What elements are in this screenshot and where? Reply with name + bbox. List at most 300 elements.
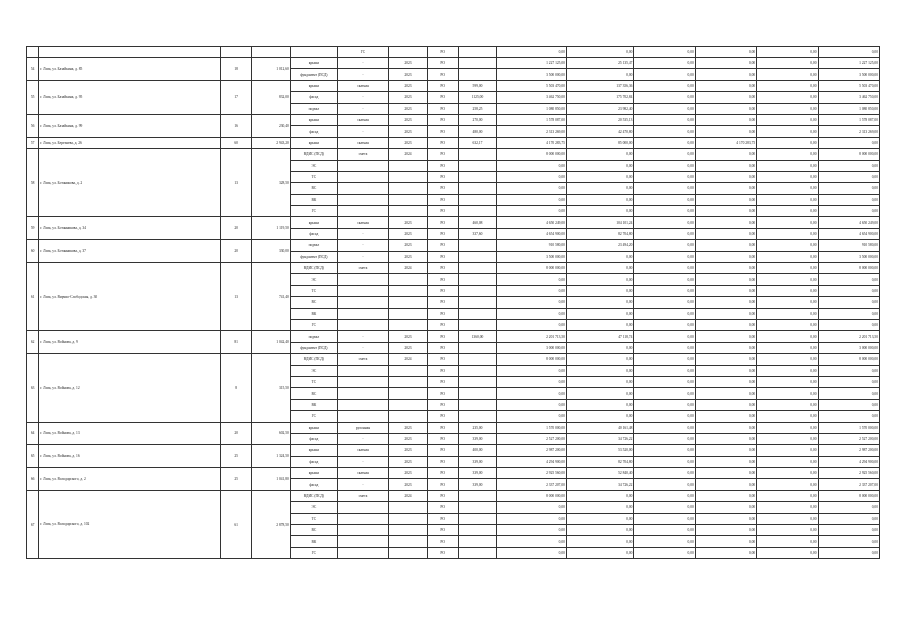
table-cell: 0,00: [695, 194, 756, 205]
table-cell: 339,00: [458, 479, 497, 490]
table-cell: 8 000 000,00: [818, 263, 879, 274]
table-cell: 460,08: [458, 217, 497, 228]
table-cell: [458, 251, 497, 262]
table-cell: РО: [427, 126, 458, 137]
table-cell: РО: [427, 456, 458, 467]
table-cell: [458, 502, 497, 513]
table-cell: 0,00: [497, 47, 567, 58]
table-cell: фасад: [290, 433, 337, 444]
table-cell: 2023: [389, 103, 428, 114]
table-cell: РО: [427, 547, 458, 558]
table-cell: 0,00: [497, 285, 567, 296]
table-cell: [337, 365, 388, 376]
table-cell: 0,00: [497, 365, 567, 376]
table-cell: РО: [427, 217, 458, 228]
table-cell: 0,00: [757, 58, 818, 69]
table-cell: 2023: [389, 251, 428, 262]
table-cell: 8 000 000,00: [818, 149, 879, 160]
table-cell: 0,00: [566, 149, 634, 160]
table-cell: 0,00: [634, 274, 695, 285]
table-cell: [337, 206, 388, 217]
table-cell: 0,00: [634, 399, 695, 410]
table-cell: 0,00: [634, 502, 695, 513]
table-cell: 0,00: [566, 308, 634, 319]
table-cell: скатная: [337, 137, 388, 148]
table-cell: 0,00: [757, 297, 818, 308]
address-cell: г. Лиза, ул. Войнова, д. 16: [39, 445, 221, 468]
table-cell: 2023: [389, 331, 428, 342]
floors-cell: 13: [221, 263, 252, 331]
table-cell: [458, 536, 497, 547]
table-cell: 0,00: [634, 297, 695, 308]
table-cell: 4 650 249,00: [497, 217, 567, 228]
table-cell: [389, 285, 428, 296]
table-cell: [458, 285, 497, 296]
table-cell: 0,00: [634, 206, 695, 217]
table-cell: 2024: [389, 354, 428, 365]
table-cell: [337, 525, 388, 536]
table-cell: 235,00: [458, 422, 497, 433]
table-cell: 0,00: [695, 331, 756, 342]
table-cell: 0,00: [757, 69, 818, 80]
table-cell: 0,00: [757, 342, 818, 353]
table-cell: ВС: [290, 297, 337, 308]
table-cell: 2 527 200,00: [818, 433, 879, 444]
table-cell: скатная: [337, 80, 388, 91]
table-cell: 2024: [389, 490, 428, 501]
row-number: 64: [27, 422, 39, 445]
area-cell: 328,50: [251, 149, 290, 217]
table-cell: 0,00: [757, 525, 818, 536]
table-cell: крыша: [290, 445, 337, 456]
table-cell: 3 500 000,00: [497, 69, 567, 80]
table-cell: РО: [427, 228, 458, 239]
area-cell: 330,00: [251, 240, 290, 263]
table-cell: -: [337, 58, 388, 69]
table-cell: [389, 274, 428, 285]
table-cell: РО: [427, 274, 458, 285]
table-cell: фасад: [290, 126, 337, 137]
table-cell: [458, 354, 497, 365]
table-cell: 0,00: [757, 114, 818, 125]
table-cell: 0,00: [497, 411, 567, 422]
table-cell: 1 227 125,00: [818, 58, 879, 69]
table-cell: скатная: [337, 445, 388, 456]
row-number: 67: [27, 490, 39, 558]
table-cell: 0,00: [757, 502, 818, 513]
table-cell: 0,00: [497, 308, 567, 319]
table-cell: 2023: [389, 217, 428, 228]
table-cell: 0,00: [634, 456, 695, 467]
table-cell: 0,00: [818, 365, 879, 376]
table-cell: 2024: [389, 263, 428, 274]
table-cell: 8 000 000,00: [818, 490, 879, 501]
table-cell: 2023: [389, 137, 428, 148]
table-cell: 0,00: [695, 149, 756, 160]
table-cell: 2 925 560,00: [818, 468, 879, 479]
table-cell: РО: [427, 502, 458, 513]
table-cell: [251, 47, 290, 58]
table-cell: 0,00: [757, 217, 818, 228]
table-cell: 23 982,40: [566, 103, 634, 114]
table-cell: 0,00: [757, 479, 818, 490]
table-cell: 599,00: [458, 80, 497, 91]
table-cell: 0,00: [757, 354, 818, 365]
table-cell: 0,00: [757, 126, 818, 137]
floors-cell: 20: [221, 217, 252, 240]
table-cell: 0,00: [818, 411, 879, 422]
row-number: 62: [27, 331, 39, 354]
table-cell: 0,00: [566, 547, 634, 558]
table-cell: РО: [427, 308, 458, 319]
table-cell: 0,00: [566, 388, 634, 399]
table-cell: 270,00: [458, 114, 497, 125]
table-cell: 0,00: [818, 47, 879, 58]
table-cell: 0,00: [634, 525, 695, 536]
table-cell: 0,00: [695, 103, 756, 114]
table-cell: скатная: [337, 114, 388, 125]
area-cell: 315,50: [251, 354, 290, 422]
table-cell: 1125,00: [458, 92, 497, 103]
table-cell: 0,00: [695, 308, 756, 319]
table-cell: [290, 47, 337, 58]
table-cell: 0,00: [757, 263, 818, 274]
table-cell: РО: [427, 149, 458, 160]
table-cell: РО: [427, 160, 458, 171]
table-cell: крыша: [290, 114, 337, 125]
table-cell: 0,00: [497, 513, 567, 524]
table-cell: 0,00: [695, 206, 756, 217]
floors-cell: 16: [221, 114, 252, 137]
area-cell: 1 119,50: [251, 217, 290, 240]
table-cell: крыша: [290, 137, 337, 148]
table-cell: 0,00: [757, 445, 818, 456]
table-cell: 2 337 207,00: [497, 479, 567, 490]
table-cell: [458, 319, 497, 330]
area-cell: 1 041,80: [251, 468, 290, 491]
table-cell: РО: [427, 183, 458, 194]
table-cell: крыша: [290, 58, 337, 69]
table-cell: 25 135,47: [566, 58, 634, 69]
table-cell: крыша: [290, 422, 337, 433]
table-cell: [458, 388, 497, 399]
table-cell: 0,00: [695, 297, 756, 308]
table-cell: 2023: [389, 342, 428, 353]
table-cell: 0,00: [634, 126, 695, 137]
table-cell: 0,00: [566, 251, 634, 262]
table-cell: 4 654 900,00: [497, 228, 567, 239]
table-cell: 4 170 283,75: [695, 137, 756, 148]
table-cell: [389, 388, 428, 399]
table-cell: 0,00: [818, 547, 879, 558]
table-cell: скатная: [337, 468, 388, 479]
floors-cell: 25: [221, 468, 252, 491]
table-cell: [458, 525, 497, 536]
table-cell: РО: [427, 445, 458, 456]
table-cell: 0,00: [634, 228, 695, 239]
table-cell: 0,00: [566, 47, 634, 58]
floors-cell: 61: [221, 490, 252, 558]
table-cell: РО: [427, 171, 458, 182]
address-cell: г. Лиза, ул. Ботаникова, д. 2: [39, 149, 221, 217]
table-cell: 0,00: [497, 319, 567, 330]
table-cell: 175 702,84: [566, 92, 634, 103]
table-cell: [458, 376, 497, 387]
table-cell: 0,00: [695, 513, 756, 524]
table-cell: 2023: [389, 114, 428, 125]
table-cell: ТС: [290, 171, 337, 182]
table-cell: 0,00: [695, 525, 756, 536]
table-cell: 4 170 283,75: [497, 137, 567, 148]
table-cell: 0,00: [695, 274, 756, 285]
table-cell: подвал: [290, 240, 337, 251]
table-cell: 0,00: [634, 149, 695, 160]
table-cell: 34 726,22: [566, 433, 634, 444]
table-cell: 4 654 900,00: [818, 228, 879, 239]
table-cell: [337, 319, 388, 330]
table-cell: [221, 47, 252, 58]
table-cell: 1360,00: [458, 331, 497, 342]
area-cell: 1 324,50: [251, 445, 290, 468]
address-cell: г. Лиза, ул. Войнова, д. 12: [39, 354, 221, 422]
table-cell: 0,00: [634, 342, 695, 353]
row-number: 58: [27, 149, 39, 217]
table-cell: [337, 376, 388, 387]
table-cell: 0,00: [757, 365, 818, 376]
table-cell: [39, 47, 221, 58]
table-cell: 0,00: [757, 331, 818, 342]
table-cell: РО: [427, 411, 458, 422]
table-cell: фасад: [290, 479, 337, 490]
address-cell: г. Лиза, ул. Базайкина, д. 95: [39, 80, 221, 114]
table-cell: [389, 194, 428, 205]
table-body: [27, 47, 880, 559]
table-cell: 0,00: [566, 69, 634, 80]
table-cell: 0,00: [497, 388, 567, 399]
table-cell: 0,00: [695, 479, 756, 490]
table-cell: крыша: [290, 468, 337, 479]
table-cell: 1 227 125,00: [497, 58, 567, 69]
table-cell: крыша: [290, 217, 337, 228]
table-cell: 339,00: [458, 433, 497, 444]
table-row: [27, 58, 880, 69]
table-cell: 0,00: [695, 502, 756, 513]
table-cell: [389, 160, 428, 171]
table-cell: 2 201 713,50: [818, 331, 879, 342]
table-cell: 339,00: [458, 456, 497, 467]
table-cell: [458, 183, 497, 194]
table-cell: 339,00: [458, 468, 497, 479]
table-cell: 0,00: [497, 536, 567, 547]
address-cell: г. Лиза, ул. Березнева, д. 26: [39, 137, 221, 148]
table-cell: 1 080 850,00: [818, 103, 879, 114]
table-cell: [337, 183, 388, 194]
table-cell: 0,00: [695, 319, 756, 330]
table-cell: 0,00: [695, 445, 756, 456]
table-cell: 0,00: [818, 536, 879, 547]
table-cell: РО: [427, 80, 458, 91]
table-cell: 0,00: [757, 149, 818, 160]
row-number: 63: [27, 354, 39, 422]
table-row: [27, 80, 880, 91]
table-cell: 82 704,80: [566, 228, 634, 239]
table-cell: 0,00: [757, 183, 818, 194]
table-cell: -: [337, 342, 388, 353]
table-cell: ЭС: [290, 274, 337, 285]
table-cell: 2024: [389, 149, 428, 160]
table-cell: 34 726,22: [566, 479, 634, 490]
table-cell: 0,00: [634, 411, 695, 422]
area-cell: 2 878,50: [251, 490, 290, 558]
table-cell: 0,00: [757, 47, 818, 58]
table-cell: 0,00: [634, 80, 695, 91]
table-cell: [458, 171, 497, 182]
table-cell: 0,00: [566, 536, 634, 547]
table-cell: 0,00: [497, 183, 567, 194]
table-cell: [337, 399, 388, 410]
table-row: [27, 149, 880, 160]
table-cell: [389, 536, 428, 547]
table-cell: 3 000 000,00: [497, 342, 567, 353]
table-cell: 2 337 207,00: [818, 479, 879, 490]
table-cell: 104 101,24: [566, 217, 634, 228]
table-cell: РО: [427, 194, 458, 205]
table-cell: РО: [427, 58, 458, 69]
table-cell: 2023: [389, 92, 428, 103]
table-cell: РО: [427, 490, 458, 501]
table-cell: 0,00: [634, 285, 695, 296]
table-cell: РО: [427, 433, 458, 444]
table-cell: 2 925 560,00: [497, 468, 567, 479]
area-cell: 832,00: [251, 80, 290, 114]
table-cell: 0,00: [757, 137, 818, 148]
table-cell: РО: [427, 297, 458, 308]
table-cell: фасад: [290, 228, 337, 239]
table-cell: 0,00: [695, 183, 756, 194]
table-cell: подвал: [290, 103, 337, 114]
row-number: 56: [27, 114, 39, 137]
table-cell: 0,00: [818, 194, 879, 205]
table-cell: 0,00: [818, 399, 879, 410]
row-number: 66: [27, 468, 39, 491]
table-cell: 0,00: [634, 331, 695, 342]
table-cell: 0,00: [695, 80, 756, 91]
table-cell: 0,00: [818, 513, 879, 524]
table-cell: 85 000,00: [566, 137, 634, 148]
table-cell: фундамент (ПСД): [290, 251, 337, 262]
table-cell: РО: [427, 240, 458, 251]
table-cell: 3 500 000,00: [818, 69, 879, 80]
table-cell: фасад: [290, 456, 337, 467]
table-cell: ВС: [290, 183, 337, 194]
table-cell: 5 503 470,00: [818, 80, 879, 91]
table-cell: 53 520,00: [566, 445, 634, 456]
row-number: 61: [27, 263, 39, 331]
table-cell: 0,00: [757, 92, 818, 103]
table-cell: ВС: [290, 525, 337, 536]
area-cell: 2 943,20: [251, 137, 290, 148]
table-cell: 0,00: [757, 80, 818, 91]
table-cell: ТС: [290, 285, 337, 296]
table-cell: 0,00: [497, 297, 567, 308]
table-cell: [389, 502, 428, 513]
table-cell: 0,00: [566, 194, 634, 205]
table-cell: [389, 411, 428, 422]
table-cell: 0,00: [634, 240, 695, 251]
address-cell: г. Лиза, ул. Базайкина, д. 99: [39, 114, 221, 137]
table-cell: 0,00: [757, 319, 818, 330]
table-cell: 0,00: [634, 92, 695, 103]
table-cell: [458, 399, 497, 410]
table-cell: ВК: [290, 399, 337, 410]
table-cell: [389, 206, 428, 217]
table-cell: фундамент (ПСД): [290, 69, 337, 80]
table-cell: [337, 502, 388, 513]
table-cell: РО: [427, 319, 458, 330]
table-row: [27, 354, 880, 365]
table-cell: РО: [427, 342, 458, 353]
table-cell: 0,00: [818, 137, 879, 148]
table-cell: РО: [427, 399, 458, 410]
table-row: [27, 217, 880, 228]
table-cell: 0,00: [695, 58, 756, 69]
table-cell: 0,00: [757, 433, 818, 444]
table-cell: [389, 319, 428, 330]
table-cell: 2023: [389, 479, 428, 490]
table-cell: РО: [427, 422, 458, 433]
table-cell: 0,00: [695, 354, 756, 365]
table-cell: 20 535,13: [566, 114, 634, 125]
table-cell: 0,00: [634, 547, 695, 558]
table-cell: 0,00: [566, 490, 634, 501]
address-cell: г. Лиза, ул. Володарского, д. 2: [39, 468, 221, 491]
table-cell: 1 570 000,00: [818, 422, 879, 433]
table-cell: 3 500 000,00: [497, 251, 567, 262]
table-cell: 0,00: [497, 376, 567, 387]
table-cell: 0,00: [695, 171, 756, 182]
table-cell: 2023: [389, 228, 428, 239]
table-cell: 52 840,40: [566, 468, 634, 479]
table-cell: [458, 69, 497, 80]
table-cell: 0,00: [695, 365, 756, 376]
table-cell: [337, 285, 388, 296]
table-cell: 0,00: [695, 547, 756, 558]
table-cell: [389, 365, 428, 376]
table-row: [27, 331, 880, 342]
table-cell: [337, 308, 388, 319]
table-cell: 0,00: [634, 217, 695, 228]
table-cell: -: [337, 479, 388, 490]
row-number: 54: [27, 58, 39, 81]
table-cell: 0,00: [757, 285, 818, 296]
table-cell: ЭС: [290, 502, 337, 513]
table-cell: 910 580,00: [818, 240, 879, 251]
table-cell: 2 987 200,00: [818, 445, 879, 456]
table-cell: смета: [337, 490, 388, 501]
table-cell: ГС: [337, 47, 388, 58]
table-cell: 0,00: [497, 274, 567, 285]
floors-cell: 18: [221, 58, 252, 81]
table-cell: РО: [427, 468, 458, 479]
table-cell: ГС: [290, 411, 337, 422]
table-cell: 0,00: [695, 411, 756, 422]
table-cell: 0,00: [695, 263, 756, 274]
table-cell: 0,00: [818, 183, 879, 194]
table-cell: 0,00: [695, 240, 756, 251]
table-cell: 0,00: [818, 319, 879, 330]
table-cell: 0,00: [566, 342, 634, 353]
table-cell: 258,25: [458, 103, 497, 114]
